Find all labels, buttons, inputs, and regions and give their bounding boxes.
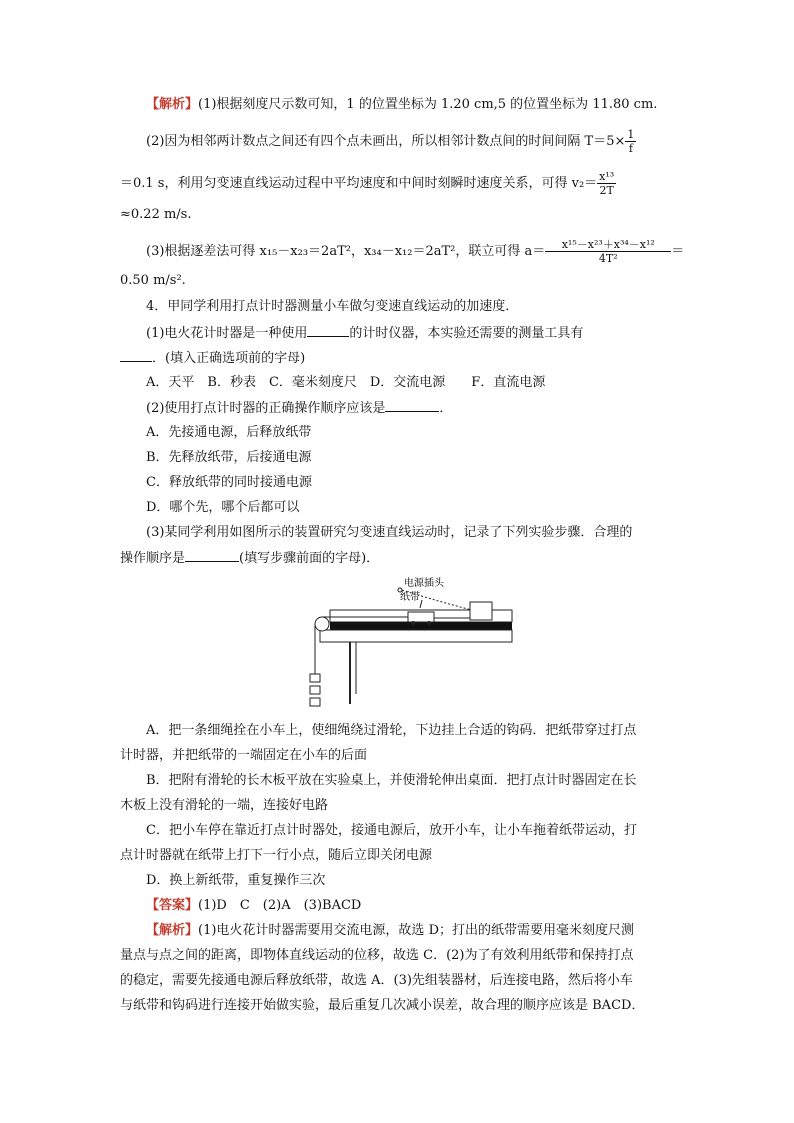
analysis-line-1: 【解析】(1)根据刻度尺示数可知，1 的位置坐标为 1.20 cm,5 的位置坐标为 11.80 cm. xyxy=(146,97,658,112)
table-top xyxy=(320,630,512,642)
fraction-1-over-f: $\frac{1}{f}$ xyxy=(627,128,635,155)
pulley xyxy=(315,617,329,631)
answer-blank xyxy=(185,549,239,562)
analysis-line-2: (2)因为相邻两计数点之间还有四个点未画出，所以相邻计数点间的时间间隔 T＝5× $\frac{1}{f}$ xyxy=(146,128,635,155)
step-b-line2: 木板上没有滑轮的一端，连接好电路 xyxy=(120,798,329,813)
cart-wheel xyxy=(427,621,431,625)
analysis-line-5: (3)根据逐差法可得 x₁₅－x₂₃＝2aT²，x₃₄－x₁₂＝2aT²，联立可得 a＝ $\frac{\text{x¹⁵－x²³＋x³⁴－x¹²}}{\text{4T²}}$ ＝ xyxy=(146,238,685,265)
analysis2-line-4: 与纸带和钩码进行连接开始做实验，最后重复几次减小误差，故合理的顺序应该是 BACD． xyxy=(120,998,645,1013)
step-a-line1: A．把一条细绳拴在小车上，使细绳绕过滑轮，下边挂上合适的钩码．把纸带穿过打点 xyxy=(146,723,637,738)
tape-pointer xyxy=(420,600,422,608)
answer-blank xyxy=(385,399,439,412)
step-c-line2: 点计时器就在纸带上打下一行小点，随后立即关闭电源 xyxy=(120,848,433,863)
analysis-line-4: ≈0.22 m/s. xyxy=(120,207,192,222)
q4-options-1: A．天平 B．秒表 C．毫米刻度尺 D．交流电源 F．直流电源 xyxy=(146,375,546,390)
power-plug-label: 电源插头 xyxy=(404,578,444,589)
step-a-line2: 计时器，并把纸带的一端固定在小车的后面 xyxy=(120,748,368,763)
q4-part1-line2: ．(填入正确选项前的字母) xyxy=(120,349,305,368)
board-track xyxy=(330,622,512,630)
q4-part3-line2: 操作顺序是 (填写步骤前面的字母)． xyxy=(120,551,380,566)
q4-option-2d: D．哪个先，哪个后都可以 xyxy=(146,500,300,515)
hook-weight xyxy=(310,698,320,706)
analysis-tag: 【解析】 xyxy=(146,97,199,112)
fraction-acceleration: $\frac{\text{x¹⁵－x²³＋x³⁴－x¹²}}{\text{4T²}}$ xyxy=(545,238,671,265)
hook-weight xyxy=(310,674,320,682)
question-4-title: 4．甲同学利用打点计时器测量小车做匀变速直线运动的加速度． xyxy=(146,299,519,314)
step-c-line1: C．把小车停在靠近打点计时器处，接通电源后，放开小车，让小车拖着纸带运动，打 xyxy=(146,823,637,838)
analysis-line-6: 0.50 m/s². xyxy=(120,273,186,288)
cart xyxy=(408,612,434,622)
q4-option-2a: A．先接通电源，后释放纸带 xyxy=(146,425,312,440)
q4-option-2b: B．先释放纸带，后接通电源 xyxy=(146,450,312,465)
hook-weight xyxy=(310,686,320,694)
step-b-line1: B．把附有滑轮的长木板平放在实验桌上，并使滑轮伸出桌面．把打点计时器固定在长 xyxy=(146,773,637,788)
q4-part1-line1: (1)电火花计时器是一种使用 的计时仪器，本实验还需要的测量工具有 xyxy=(146,326,584,341)
spark-timer xyxy=(470,602,492,620)
q4-part3-line1: (3)某同学利用如图所示的装置研究匀变速直线运动时，记录了下列实验步骤．合理的 xyxy=(146,525,633,540)
analysis-tag: 【解析】 xyxy=(146,923,199,938)
answer-tag: 【答案】 xyxy=(146,898,199,913)
answer-blank xyxy=(307,324,349,337)
fraction-v2: $\frac{\text{x¹³}}{2T}$ xyxy=(599,170,615,197)
answer-blank xyxy=(120,349,152,362)
analysis2-line-1: 【解析】(1)电火花计时器需要用交流电源，故选 D；打出的纸带需要用毫米刻度尺测 xyxy=(146,923,634,938)
cart-wheel xyxy=(411,621,415,625)
answer-line: 【答案】(1)D C (2)A (3)BACD xyxy=(146,898,362,913)
analysis2-line-3: 的稳定，需要先接通电源后释放纸带，故选 A．(3)先组装器材，后连接电路，然后将小车 xyxy=(120,973,633,988)
q4-part2: (2)使用打点计时器的正确操作顺序应该是 ． xyxy=(146,401,453,416)
apparatus-figure xyxy=(300,574,520,714)
analysis2-line-2: 量点与点之间的距离，即物体直线运动的位移，故选 C．(2)为了有效利用纸带和保持打点 xyxy=(120,948,634,963)
step-d: D．换上新纸带，重复操作三次 xyxy=(146,873,326,888)
q4-option-2c: C．释放纸带的同时接通电源 xyxy=(146,475,312,490)
analysis-line-3: ＝0.1 s，利用匀变速直线运动过程中平均速度和中间时刻瞬时速度关系，可得 v₂＝ $\frac{\text{x¹³}}{2T}$ xyxy=(120,170,615,197)
paper-tape-label: 纸带 xyxy=(400,592,420,603)
